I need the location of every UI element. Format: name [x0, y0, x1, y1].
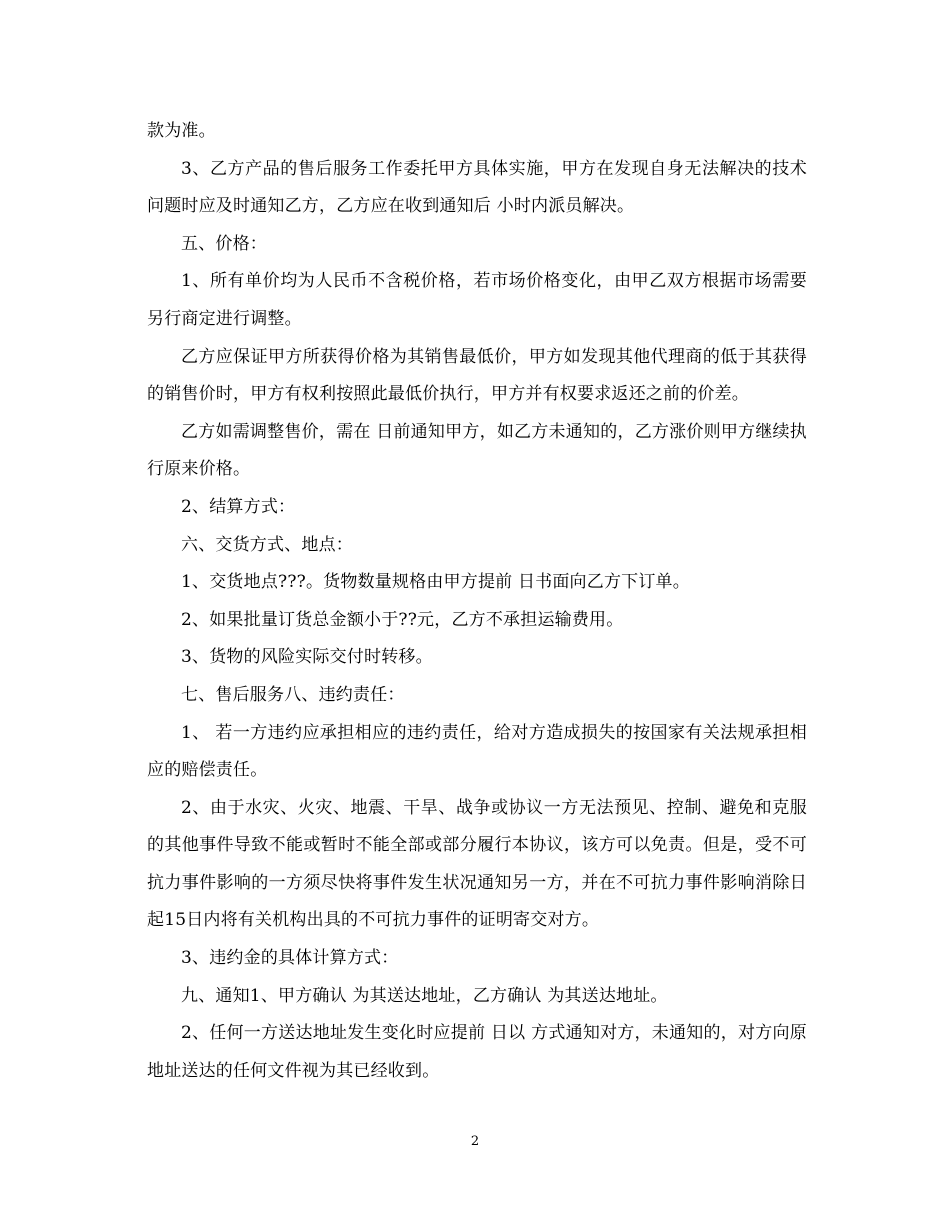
paragraph-delivery-location: 1、交货地点???。货物数量规格由甲方提前 日书面向乙方下订单。	[181, 572, 690, 593]
page-number: 2	[470, 1134, 480, 1149]
section-heading-delivery: 六、交货方式、地点：	[181, 534, 353, 555]
paragraph-price-tax: 1、所有单价均为人民币不含税价格，若市场价格变化，由甲乙双方根据市场需要另行商定进行调整。	[147, 271, 807, 329]
paragraph-penalty-calculation: 3、违约金的具体计算方式：	[181, 948, 399, 969]
paragraph-price-adjustment: 乙方如需调整售价，需在 日前通知甲方，如乙方未通知的，乙方涨价则甲方继续执行原来价格。	[147, 421, 807, 480]
paragraph-address-change: 2、任何一方送达地址发生变化时应提前 日以 方式通知对方，未通知的，对方向原地址送达的任何文件视为其已经收到。	[147, 1023, 807, 1081]
paragraph-settlement-method: 2、结算方式：	[181, 496, 296, 517]
paragraph-after-sales-service: 3、乙方产品的售后服务工作委托甲方具体实施，甲方在发现自身无法解决的技术问题时应及时通知乙方，乙方应在收到通知后 小时内派员解决。	[147, 158, 807, 217]
paragraph-lowest-price: 乙方应保证甲方所获得价格为其销售最低价，甲方如发现其他代理商的低于其获得的销售价时，甲方有权利按照此最低价执行，甲方并有权要求返还之前的价差。	[147, 346, 807, 405]
section-heading-service-and-liability: 七、售后服务八、违约责任：	[181, 684, 405, 705]
section-heading-notice: 九、通知1、甲方确认 为其送达地址，乙方确认 为其送达地址。	[181, 985, 668, 1006]
paragraph-payment-basis-end: 款为准。	[147, 121, 216, 141]
paragraph-bulk-order-shipping: 2、如果批量订货总金额小于??元，乙方不承担运输费用。	[181, 609, 624, 630]
section-heading-price: 五、价格：	[181, 233, 267, 254]
paragraph-risk-transfer: 3、货物的风险实际交付时转移。	[181, 647, 433, 668]
paragraph-breach-liability: 1、 若一方违约应承担相应的违约责任，给对方造成损失的按国家有关法规承担相应的赔偿责任。	[147, 722, 807, 781]
document-body	[147, 113, 807, 1090]
paragraph-force-majeure: 2、由于水灾、火灾、地震、干旱、战争或协议一方无法预见、控制、避免和克服的其他事件导致不能或暂时不能全部或部分履行本协议，该方可以免责。但是，受不可抗力事件影响的一方须尽快将事件发生状况通知另一方，并在不可抗力事件影响消除日起15日内将有关机构出具的不可抗力事件的证明寄交对方。	[147, 797, 807, 931]
